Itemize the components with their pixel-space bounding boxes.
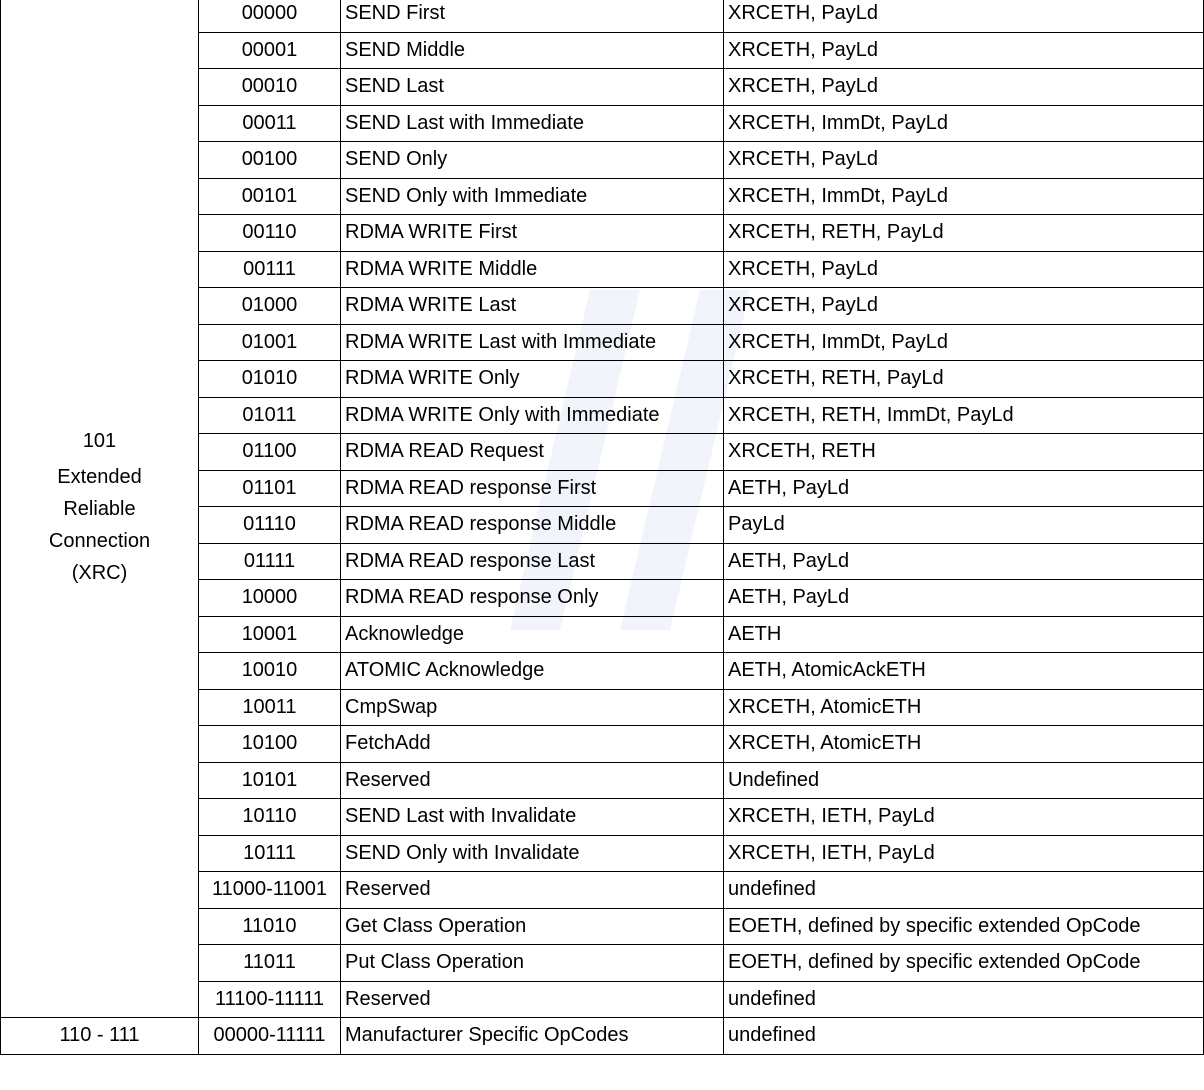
fields-cell: undefined (724, 1018, 1204, 1055)
operation-cell: RDMA READ response Last (341, 543, 724, 580)
fields-cell: AETH, PayLd (724, 543, 1204, 580)
operation-cell: RDMA WRITE Middle (341, 251, 724, 288)
opcode-cell: 01100 (199, 434, 341, 471)
table-row (1, 0, 1204, 32)
fields-cell: XRCETH, RETH, PayLd (724, 215, 1204, 252)
operation-cell: RDMA WRITE Only (341, 361, 724, 398)
opcode-cell: 00000 (199, 0, 341, 32)
operation-cell: Reserved (341, 872, 724, 909)
class-code-cell: 110 - 111 (1, 1018, 199, 1055)
opcode-cell: 00100 (199, 142, 341, 179)
fields-cell: EOETH, defined by specific extended OpCode (724, 908, 1204, 945)
operation-cell: RDMA WRITE Last with Immediate (341, 324, 724, 361)
opcode-cell: 01110 (199, 507, 341, 544)
transport-class-name-line: Connection (48, 529, 151, 552)
fields-cell: undefined (724, 981, 1204, 1018)
fields-cell: XRCETH, PayLd (724, 69, 1204, 106)
operation-cell: RDMA READ response Middle (341, 507, 724, 544)
operation-cell: RDMA WRITE Last (341, 288, 724, 325)
fields-cell: XRCETH, AtomicETH (724, 689, 1204, 726)
opcode-cell: 10001 (199, 616, 341, 653)
opcode-cell: 00000-11111 (199, 1018, 341, 1055)
table-row-manufacturer (1, 1018, 1204, 1055)
opcode-cell: 01001 (199, 324, 341, 361)
transport-class-name (5, 461, 194, 589)
opcode-cell: 10000 (199, 580, 341, 617)
operation-cell: Reserved (341, 762, 724, 799)
fields-cell: XRCETH, RETH, ImmDt, PayLd (724, 397, 1204, 434)
fields-cell: XRCETH, IETH, PayLd (724, 799, 1204, 836)
opcode-cell: 00110 (199, 215, 341, 252)
opcode-cell: 10110 (199, 799, 341, 836)
fields-cell: XRCETH, RETH (724, 434, 1204, 471)
fields-cell: XRCETH, RETH, PayLd (724, 361, 1204, 398)
opcode-cell: 00010 (199, 69, 341, 106)
opcode-cell: 11100-11111 (199, 981, 341, 1018)
fields-cell: XRCETH, AtomicETH (724, 726, 1204, 763)
operation-cell: Acknowledge (341, 616, 724, 653)
operation-cell: SEND Last with Invalidate (341, 799, 724, 836)
operation-cell: CmpSwap (341, 689, 724, 726)
fields-cell: XRCETH, PayLd (724, 251, 1204, 288)
fields-cell: XRCETH, PayLd (724, 0, 1204, 32)
opcode-cell: 01011 (199, 397, 341, 434)
opcode-table-body (1, 0, 1204, 1054)
opcode-cell: 01101 (199, 470, 341, 507)
opcode-cell: 10010 (199, 653, 341, 690)
operation-cell: Manufacturer Specific OpCodes (341, 1018, 724, 1055)
operation-cell: FetchAdd (341, 726, 724, 763)
operation-cell: Get Class Operation (341, 908, 724, 945)
fields-cell: AETH, AtomicAckETH (724, 653, 1204, 690)
fields-cell: AETH, PayLd (724, 470, 1204, 507)
opcode-cell: 00101 (199, 178, 341, 215)
opcode-cell: 10011 (199, 689, 341, 726)
fields-cell: Undefined (724, 762, 1204, 799)
opcode-cell: 01010 (199, 361, 341, 398)
operation-cell: RDMA WRITE First (341, 215, 724, 252)
opcode-cell: 01111 (199, 543, 341, 580)
operation-cell: SEND Only with Invalidate (341, 835, 724, 872)
opcode-cell: 10100 (199, 726, 341, 763)
operation-cell: SEND Last (341, 69, 724, 106)
fields-cell: XRCETH, ImmDt, PayLd (724, 105, 1204, 142)
opcode-cell: 11010 (199, 908, 341, 945)
fields-cell: PayLd (724, 507, 1204, 544)
operation-cell: SEND First (341, 0, 724, 32)
opcode-cell: 11011 (199, 945, 341, 982)
fields-cell: XRCETH, IETH, PayLd (724, 835, 1204, 872)
operation-cell: RDMA READ response First (341, 470, 724, 507)
operation-cell: RDMA READ response Only (341, 580, 724, 617)
operation-cell: Reserved (341, 981, 724, 1018)
fields-cell: XRCETH, PayLd (724, 142, 1204, 179)
fields-cell: XRCETH, PayLd (724, 288, 1204, 325)
fields-cell: XRCETH, PayLd (724, 32, 1204, 69)
opcode-cell: 00111 (199, 251, 341, 288)
opcode-cell: 00001 (199, 32, 341, 69)
fields-cell: AETH, PayLd (724, 580, 1204, 617)
operation-cell: Put Class Operation (341, 945, 724, 982)
transport-class-code: 101 (82, 429, 117, 452)
opcode-cell: 01000 (199, 288, 341, 325)
opcode-cell: 10101 (199, 762, 341, 799)
transport-class-name-line: Extended (57, 465, 142, 488)
opcode-cell: 00011 (199, 105, 341, 142)
operation-cell: SEND Middle (341, 32, 724, 69)
transport-class-name-line: Reliable (63, 497, 136, 520)
fields-cell: undefined (724, 872, 1204, 909)
opcode-cell: 10111 (199, 835, 341, 872)
transport-class-name-line: (XRC) (71, 561, 128, 584)
fields-cell: XRCETH, ImmDt, PayLd (724, 178, 1204, 215)
operation-cell: SEND Only (341, 142, 724, 179)
operation-cell: RDMA READ Request (341, 434, 724, 471)
fields-cell: AETH (724, 616, 1204, 653)
transport-class-cell (1, 0, 199, 1018)
opcode-cell: 11000-11001 (199, 872, 341, 909)
operation-cell: SEND Last with Immediate (341, 105, 724, 142)
fields-cell: EOETH, defined by specific extended OpCode (724, 945, 1204, 982)
operation-cell: SEND Only with Immediate (341, 178, 724, 215)
fields-cell: XRCETH, ImmDt, PayLd (724, 324, 1204, 361)
operation-cell: RDMA WRITE Only with Immediate (341, 397, 724, 434)
operation-cell: ATOMIC Acknowledge (341, 653, 724, 690)
